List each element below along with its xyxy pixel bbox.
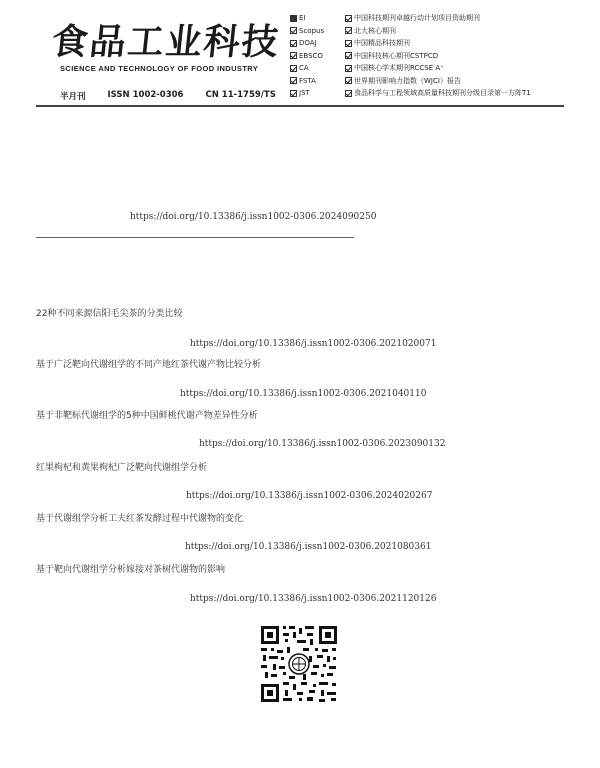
related-article-title[interactable]: 基于靶向代谢组学分析嫁接对茶树代谢物的影响 [36,565,226,575]
index-list-left [290,12,350,100]
related-article-doi[interactable]: https://doi.org/10.13386/j.issn1002-0306.2021040110 [180,389,427,399]
related-article-title[interactable]: 红果枸杞和黄果枸杞广泛靶向代谢组学分析 [36,463,208,473]
checkbox-icon [290,27,297,34]
index-item: EI [290,12,350,25]
checkbox-icon [345,15,352,22]
journal-subtitle: SCIENCE AND TECHNOLOGY OF FOOD INDUSTRY [60,64,259,73]
checkbox-icon [345,27,352,34]
related-article-doi[interactable]: https://doi.org/10.13386/j.issn1002-0306.2021020071 [190,339,437,349]
index-item: DOAJ [290,37,350,50]
index-item: Scopus [290,25,350,38]
index-item: 食品科学与工程领域高质量科技期刊分级目录第一方阵T1 [345,87,560,100]
article-doi-link[interactable]: https://doi.org/10.13386/j.issn1002-0306.2024090250 [130,212,377,222]
index-item: EBSCO [290,50,350,63]
journal-meta [60,90,276,102]
index-item: 中国核心学术期刊RCCSE A⁺ [345,62,560,75]
index-item: 中国科技核心期刊CSTPCD [345,50,560,63]
checkbox-icon [345,77,352,84]
header-divider [36,105,564,107]
index-item: 中国精品科技期刊 [345,37,560,50]
related-article-doi[interactable]: https://doi.org/10.13386/j.issn1002-0306.2021080361 [185,542,432,552]
related-article-doi[interactable]: https://doi.org/10.13386/j.issn1002-0306.2024020267 [186,491,433,501]
checkbox-icon [345,40,352,47]
index-item: 中国科技期刊卓越行动计划项目资助期刊 [345,12,560,25]
checkbox-icon [345,65,352,72]
related-article-title[interactable]: 22种不同来源信阳毛尖茶的分类比较 [36,309,183,319]
issn: ISSN 1002-0306 [107,90,184,100]
checkbox-icon [290,40,297,47]
checkbox-icon [345,90,352,97]
filled-box-icon [290,15,297,22]
related-article-title[interactable]: 基于广泛靶向代谢组学的不同产地红茶代谢产物比较分析 [36,360,262,370]
related-article-title[interactable]: 基于代谢组学分析工夫红茶发酵过程中代谢物的变化 [36,514,244,524]
index-item: 世界期刊影响力指数（WJCI）报告 [345,75,560,88]
index-item: 北大核心期刊 [345,25,560,38]
doi-divider [36,237,354,238]
journal-title: 食品工业科技 [49,21,282,63]
related-article-doi[interactable]: https://doi.org/10.13386/j.issn1002-0306.2021120126 [190,594,437,604]
index-item: JST [290,87,350,100]
index-item: FSTA [290,75,350,88]
index-item: CA [290,62,350,75]
related-article-doi[interactable]: https://doi.org/10.13386/j.issn1002-0306.2023090132 [199,439,446,449]
checkbox-icon [290,52,297,59]
qr-code-icon [259,624,339,704]
frequency: 半月刊 [60,92,86,102]
index-list-right [345,12,560,100]
checkbox-icon [290,65,297,72]
checkbox-icon [345,52,352,59]
related-article-title[interactable]: 基于非靶标代谢组学的5种中国鲜桃代谢产物差异性分析 [36,411,258,421]
checkbox-icon [290,77,297,84]
checkbox-icon [290,90,297,97]
cn-number: CN 11-1759/TS [205,90,276,100]
